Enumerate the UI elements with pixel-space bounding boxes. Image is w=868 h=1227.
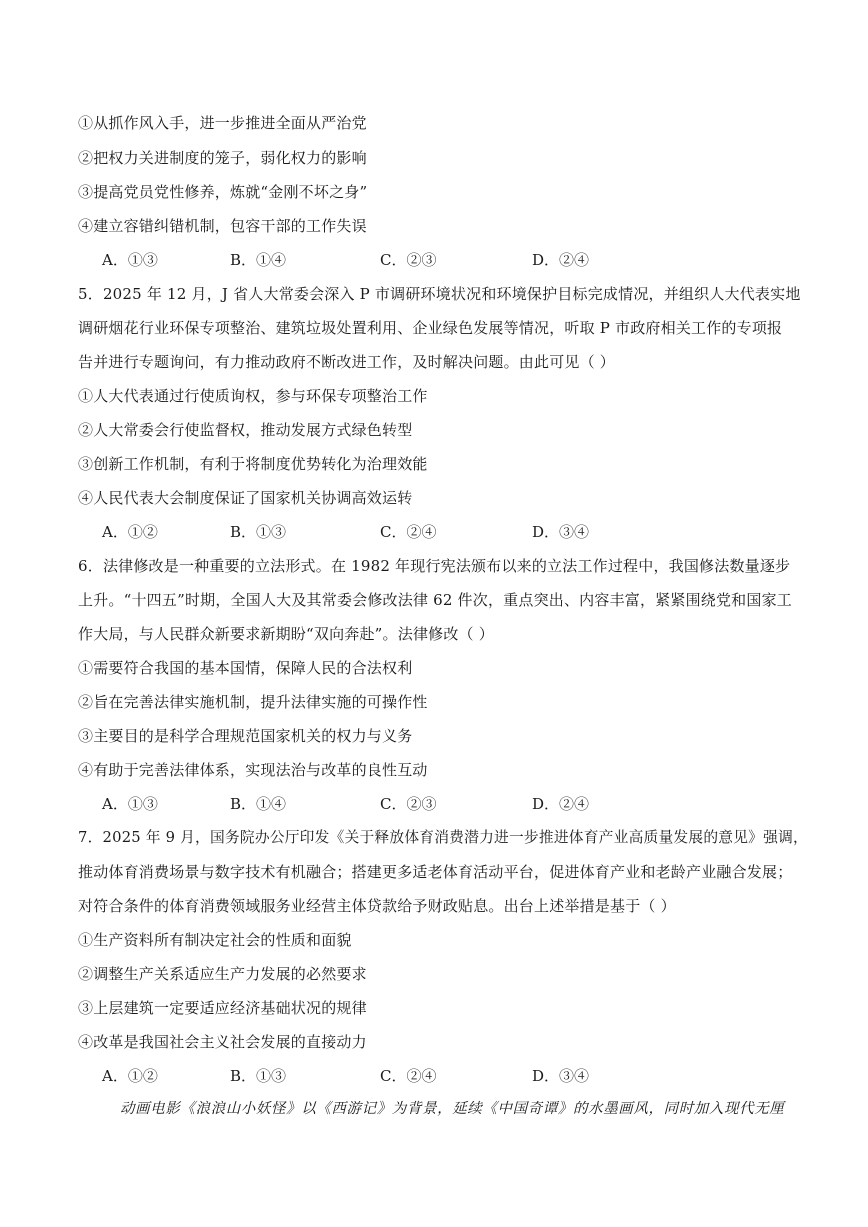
q7-stem-line-1: 7．2025 年 9 月，国务院办公厅印发《关于释放体育消费潜力进一步推进体育产业高质量发展的意见》强调， [78,829,808,846]
next-passage-line: 动画电影《浪浪山小妖怪》以《西游记》为背景，延续《中国奇谭》的水墨画风，同时加入现代无厘 [120,1101,785,1117]
q4-option-3: ③提高党员党性修养，炼就“金刚不坏之身” [78,183,368,201]
q7-option-1: ①生产资料所有制决定社会的性质和面貌 [78,931,352,949]
q6-answer-a: A．①③ [102,795,158,813]
q6-answer-c: C．②③ [380,795,437,813]
q5-answer-d: D．③④ [532,523,590,541]
q4-answer-b: B．①④ [230,251,287,269]
q4-option-1: ①从抓作风入手，进一步推进全面从严治党 [78,114,367,132]
q4-answer-choices [102,250,612,270]
q7-answer-a: A．①② [102,1067,158,1085]
q7-option-2: ②调整生产关系适应生产力发展的必然要求 [78,965,367,983]
q6-stem-line-3: 作大局，与人民群众新要求新期盼“双向奔赴”。法律修改（ ） [78,625,494,643]
q7-answer-choices [102,1066,612,1086]
q7-answer-d: D．③④ [532,1067,590,1085]
q6-option-4: ④有助于完善法律体系，实现法治与改革的良性互动 [78,761,428,779]
q4-option-4: ④建立容错纠错机制，包容干部的工作失误 [78,217,367,235]
q5-option-2: ②人大常委会行使监督权，推动发展方式绿色转型 [78,421,413,439]
q5-stem-line-1: 5．2025 年 12 月，J 省人大常委会深入 P 市调研环境状况和环境保护目标完成情况，并组织人大代表实地 [78,285,801,303]
q5-stem-line-2: 调研烟花行业环保专项整治、建筑垃圾处置利用、企业绿色发展等情况，听取 P 市政府相关工作的专项报 [78,319,783,337]
q7-option-3: ③上层建筑一定要适应经济基础状况的规律 [78,999,367,1017]
q5-option-1: ①人大代表通过行使质询权，参与环保专项整治工作 [78,387,428,405]
q6-option-1: ①需要符合我国的基本国情，保障人民的合法权利 [78,659,413,677]
q6-stem-line-1: 6．法律修改是一种重要的立法形式。在 1982 年现行宪法颁布以来的立法工作过程中，我国修法数量逐步 [78,557,791,575]
q7-answer-c: C．②④ [380,1067,437,1085]
q4-answer-d: D．②④ [532,251,590,269]
q6-option-2: ②旨在完善法律实施机制，提升法律实施的可操作性 [78,693,428,711]
q5-answer-c: C．②④ [380,523,437,541]
q5-option-4: ④人民代表大会制度保证了国家机关协调高效运转 [78,489,413,507]
q6-answer-b: B．①④ [230,795,287,813]
q6-stem-line-2: 上升。“十四五”时期，全国人大及其常委会修改法律 62 件次，重点突出、内容丰富，紧紧围绕党和国家工 [78,591,792,609]
q7-stem-line-2: 推动体育消费场景与数字技术有机融合；搭建更多适老体育活动平台，促进体育产业和老龄产业融合发展； [78,863,793,881]
q4-answer-a: A．①③ [102,251,158,269]
q6-option-3: ③主要目的是科学合理规范国家机关的权力与义务 [78,727,413,745]
q6-answer-choices [102,794,612,814]
q7-stem-line-3: 对符合条件的体育消费领域服务业经营主体贷款给予财政贴息。出台上述举措是基于（ ） [78,897,676,915]
q4-answer-c: C．②③ [380,251,437,269]
q5-answer-a: A．①② [102,523,158,541]
q5-answer-choices [102,522,612,542]
q5-stem-line-3: 告并进行专题询问，有力推动政府不断改进工作，及时解决问题。由此可见（ ） [78,353,615,371]
q4-option-2: ②把权力关进制度的笼子，弱化权力的影响 [78,149,367,167]
q5-option-3: ③创新工作机制，有利于将制度优势转化为治理效能 [78,455,428,473]
q7-option-4: ④改革是我国社会主义社会发展的直接动力 [78,1033,367,1051]
q7-answer-b: B．①③ [230,1067,287,1085]
q5-answer-b: B．①③ [230,523,287,541]
q6-answer-d: D．②④ [532,795,590,813]
